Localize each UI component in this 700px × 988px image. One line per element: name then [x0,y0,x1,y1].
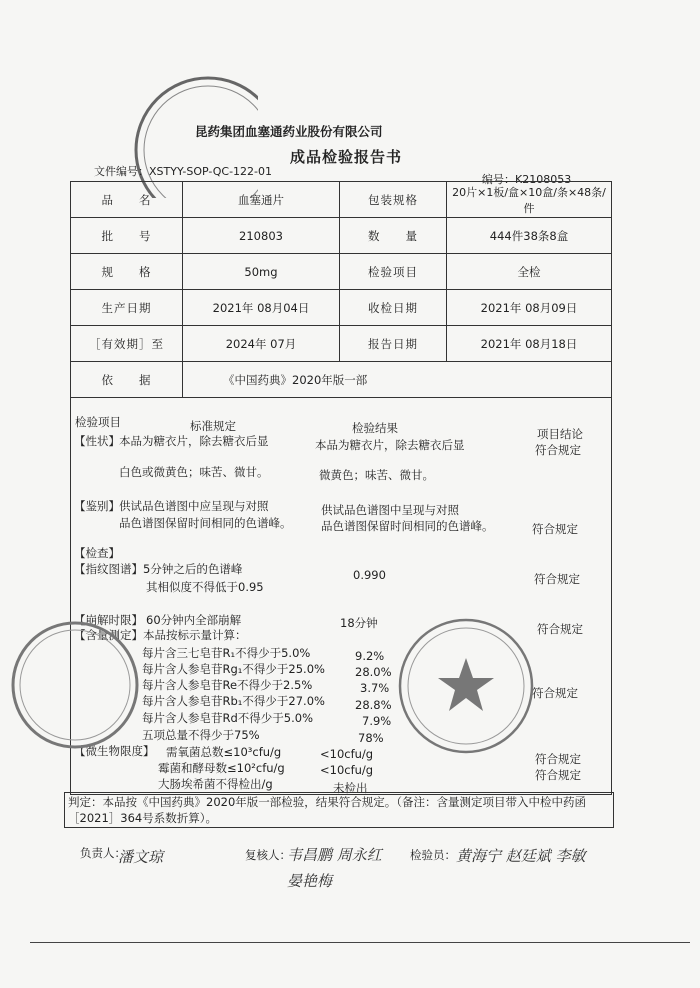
disintegration-result: 18分钟 [340,616,378,630]
micro-conclusion: 符合规定 [535,768,581,782]
assay-intro: 本品按标示量计算： [143,628,247,642]
micro-label: 【微生物限度】 [74,744,155,758]
responsible-label: 负责人： [80,846,126,860]
basis-label: 依 据 [71,362,183,398]
item-value: 全检 [447,254,612,290]
fingerprint-standard: 5分钟之后的色谱峰 [143,562,243,576]
ident-standard: 供试品色谱图中应呈现与对照 [119,499,269,513]
assay-result: 9.2% [355,649,385,663]
header-table [70,181,612,398]
pack-label: 包装规格 [340,182,447,218]
responsible-signature: 潘文琼 [118,848,164,866]
disintegration-conclusion: 符合规定 [537,622,583,636]
company-seal-left [10,610,150,760]
inspector-signature: 黄海宁 赵廷斌 李敏 [456,847,586,865]
company-name: 昆药集团血塞通药业股份有限公司 [195,124,383,139]
col-item: 检验项目 [75,415,121,429]
file-number: 文件编号：XSTYY-SOP-QC-122-01 [94,165,273,178]
assay-result: 3.7% [360,681,390,695]
batch-label: 批 号 [71,218,183,254]
pack-value: 20片×1板/盒×10盒/条×48条/件 [447,182,612,218]
qty-label: 数 量 [340,218,447,254]
micro-result: <10cfu/g [320,747,374,761]
page-bottom-rule [30,942,690,943]
inspector-label: 检验员： [410,848,456,862]
ident-result-2: 品色谱图保留时间相同的色谱峰。 [321,519,494,533]
report-date-value: 2021年 08月18日 [447,326,612,362]
spec-value: 50mg [183,254,340,290]
reviewer-signature: 韦昌鹏 周永红 晏艳梅 [287,846,382,890]
micro-result: <10cfu/g [320,763,374,777]
traits-label: 【性状】 [74,434,120,448]
ident-result: 供试品色谱图中呈现与对照 [321,503,459,517]
disintegration-standard: 60分钟内全部崩解 [146,613,242,627]
micro-conclusion: 符合规定 [535,752,581,766]
col-result: 检验结果 [352,421,398,435]
basis-value: 《中国药典》2020年版一部 [183,362,612,398]
assay-conclusion: 符合规定 [532,686,578,700]
micro-standard: 霉菌和酵母数≤10²cfu/g [158,761,285,775]
inspection-seal [396,616,536,756]
assay-result: 28.8% [355,698,392,712]
traits-standard: 本品为糖衣片，除去糖衣后显 [119,434,269,448]
micro-standard: 需氧菌总数≤10³cfu/g [166,745,282,759]
product-value: 血塞通片 [183,182,340,218]
fingerprint-result: 0.990 [353,568,386,582]
fingerprint-standard-2: 其相似度不得低于0.95 [146,580,264,594]
assay-line: 五项总量不得少于75% [142,728,260,742]
check-label: 【检查】 [74,546,120,560]
micro-result: 未检出 [333,781,368,795]
product-label: 品 名 [71,182,183,218]
prod-date-label: 生产日期 [71,290,183,326]
ident-standard-2: 品色谱图保留时间相同的色谱峰。 [119,516,292,530]
prod-date-value: 2021年 08月04日 [183,290,340,326]
fingerprint-conclusion: 符合规定 [534,572,580,586]
assay-line: 每片含人参皂苷Rb₁不得少于27.0% [142,694,325,708]
report-number: 编号：K2108053 [482,173,572,186]
assay-line: 每片含三七皂苷R₁不得少于5.0% [142,646,311,660]
assay-label: 【含量测定】 [74,628,143,642]
assay-result: 78% [358,731,384,745]
qty-value: 444件38条8盒 [447,218,612,254]
reviewer-label: 复核人： [245,848,291,862]
assay-result: 28.0% [355,665,392,679]
report-title: 成品检验报告书 [290,148,403,166]
assay-result: 7.9% [362,714,392,728]
recv-date-label: 收检日期 [340,290,447,326]
assay-line: 每片含人参皂苷Re不得少于2.5% [142,678,313,692]
traits-result: 本品为糖衣片，除去糖衣后显 [315,438,465,452]
conclusion-text: 判定：本品按《中国药典》2020年版一部检验，结果符合规定。（备注：含量测定项目带入中检中药函［2021］364号系数折算）。 [68,795,587,825]
ident-label: 【鉴别】 [74,499,120,513]
spec-label: 规 格 [71,254,183,290]
item-label: 检验项目 [340,254,447,290]
assay-line: 每片含人参皂苷Rg₁不得少于25.0% [142,662,325,676]
ident-conclusion: 符合规定 [532,522,578,536]
col-standard: 标准规定 [190,419,236,433]
disintegration-label: 【崩解时限】 [74,613,143,627]
assay-line: 每片含人参皂苷Rd不得少于5.0% [142,711,314,725]
expiry-label: ［有效期］至 [71,326,183,362]
micro-standard: 大肠埃希菌不得检出/g [158,777,273,791]
recv-date-value: 2021年 08月09日 [447,290,612,326]
col-conclusion: 项目结论 [537,427,583,441]
traits-result-2: 微黄色；味苦、微甘。 [319,468,434,482]
traits-standard-2: 白色或微黄色；味苦、微甘。 [119,465,269,479]
fingerprint-label: 【指纹图谱】 [74,562,143,576]
report-date-label: 报告日期 [340,326,447,362]
expiry-value: 2024年 07月 [183,326,340,362]
traits-conclusion: 符合规定 [535,443,581,457]
batch-value: 210803 [183,218,340,254]
